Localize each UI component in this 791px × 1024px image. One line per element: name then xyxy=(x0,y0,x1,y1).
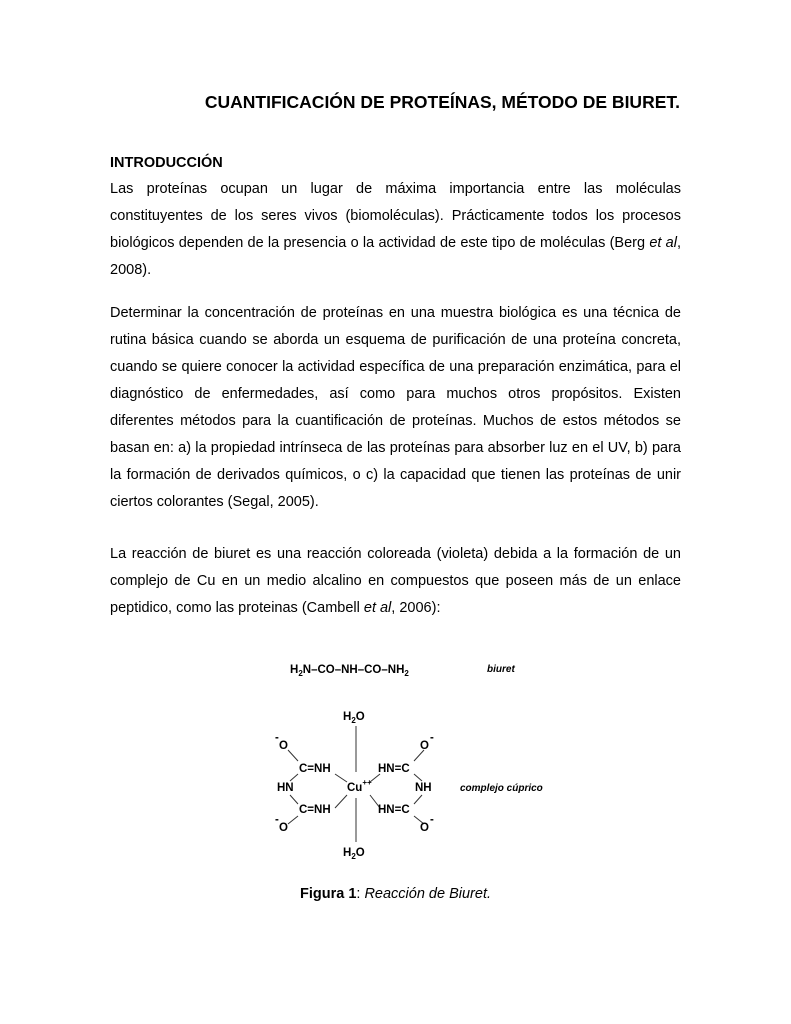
hn-c-bottom-right: HN=C xyxy=(378,804,410,816)
caption-separator: : xyxy=(356,886,365,902)
paragraph1-italic: et al xyxy=(649,235,677,251)
oxygen-bottom-left-charge: - xyxy=(275,814,279,826)
paragraph3-text: La reacción de biuret es una reacción coloreada (violeta) debida a la formación de un complejo de Cu en un medio alcalino en compuestos que poseen más de un enlace peptidico, como las proteinas (Cambell xyxy=(110,546,681,616)
bond-nh-c-bottom-right xyxy=(414,795,422,804)
figure-biuret-reaction xyxy=(250,650,550,870)
paragraph3-italic: et al xyxy=(363,600,392,616)
copper-ion: Cu++ xyxy=(347,778,372,794)
oxygen-top-right-charge: - xyxy=(430,732,434,744)
oxygen-bottom-left: O xyxy=(279,822,288,834)
hn-c-top-right: HN=C xyxy=(378,763,410,775)
oxygen-top-left: O xyxy=(279,740,288,752)
oxygen-top-left-charge: - xyxy=(275,732,279,744)
complex-label: complejo cúprico xyxy=(460,783,543,794)
biuret-label: biuret xyxy=(487,664,515,675)
c-nh-top-left: C=NH xyxy=(299,763,331,775)
bond-o-c-top-left xyxy=(288,750,298,761)
hn-left: HN xyxy=(277,782,294,794)
bond-c-nh-top-right xyxy=(414,774,422,781)
paragraph1-text: Las proteínas ocupan un lugar de máxima importancia entre las moléculas constituyentes de los seres vivos (biomoléculas). Prácticamente todos los procesos biológicos dependen de la presencia o la actividad de este tipo de moléculas (Berg xyxy=(110,181,681,251)
oxygen-top-right: O xyxy=(420,740,429,752)
page-title: CUANTIFICACIÓN DE PROTEÍNAS, MÉTODO DE BIURET. xyxy=(204,92,680,112)
caption-label: Figura 1 xyxy=(299,886,357,902)
oxygen-bottom-right-charge: - xyxy=(430,814,434,826)
bond-hn-c-bottom-left xyxy=(290,795,298,804)
bond-c-o-bottom-left xyxy=(288,816,298,824)
bond-nh-cu-bottom-left xyxy=(335,795,347,808)
water-top: $H_2O$ xyxy=(343,711,365,725)
nh-right: NH xyxy=(415,782,432,794)
paragraph-methods: Determinar la concentración de proteínas en una muestra biológica es una técnica de rutina básica cuando se aborda un esquema de purificación de una proteína concreta, cuando se quiere conocer la actividad específica de una preparación enzimática, para el diagnóstico de enfermedades, así como para muchos otros propósitos. Existen diferentes métodos para la cuantificación de proteínas. Muchos de estos métodos se basan en: a) la propiedad intrínseca de las proteínas para absorber luz en el UV, b) para la formación de derivados químicos, o c) la capacidad que tienen las proteínas de unir ciertos colorantes (Segal, 2005). xyxy=(110,305,681,510)
bond-nh-cu-top-left xyxy=(335,774,347,782)
biuret-diagram xyxy=(250,650,550,870)
paragraph1-end: , 2008). xyxy=(110,235,681,278)
biuret-formula: $H_2N-CO-NH-CO-NH_2$ xyxy=(290,664,409,678)
figure-caption xyxy=(110,886,681,902)
paragraph-introduction xyxy=(110,176,681,284)
paragraph-biuret-reaction xyxy=(110,541,681,622)
bond-c-hn-top-left xyxy=(290,774,298,781)
section-heading-introduccion: INTRODUCCIÓN xyxy=(110,155,223,171)
c-nh-bottom-left: C=NH xyxy=(299,804,331,816)
caption-text: Reacción de Biuret. xyxy=(364,886,491,902)
water-bottom: $H_2O$ xyxy=(343,847,365,861)
paragraph3-end: , 2006): xyxy=(391,600,441,616)
oxygen-bottom-right: O xyxy=(420,822,429,834)
